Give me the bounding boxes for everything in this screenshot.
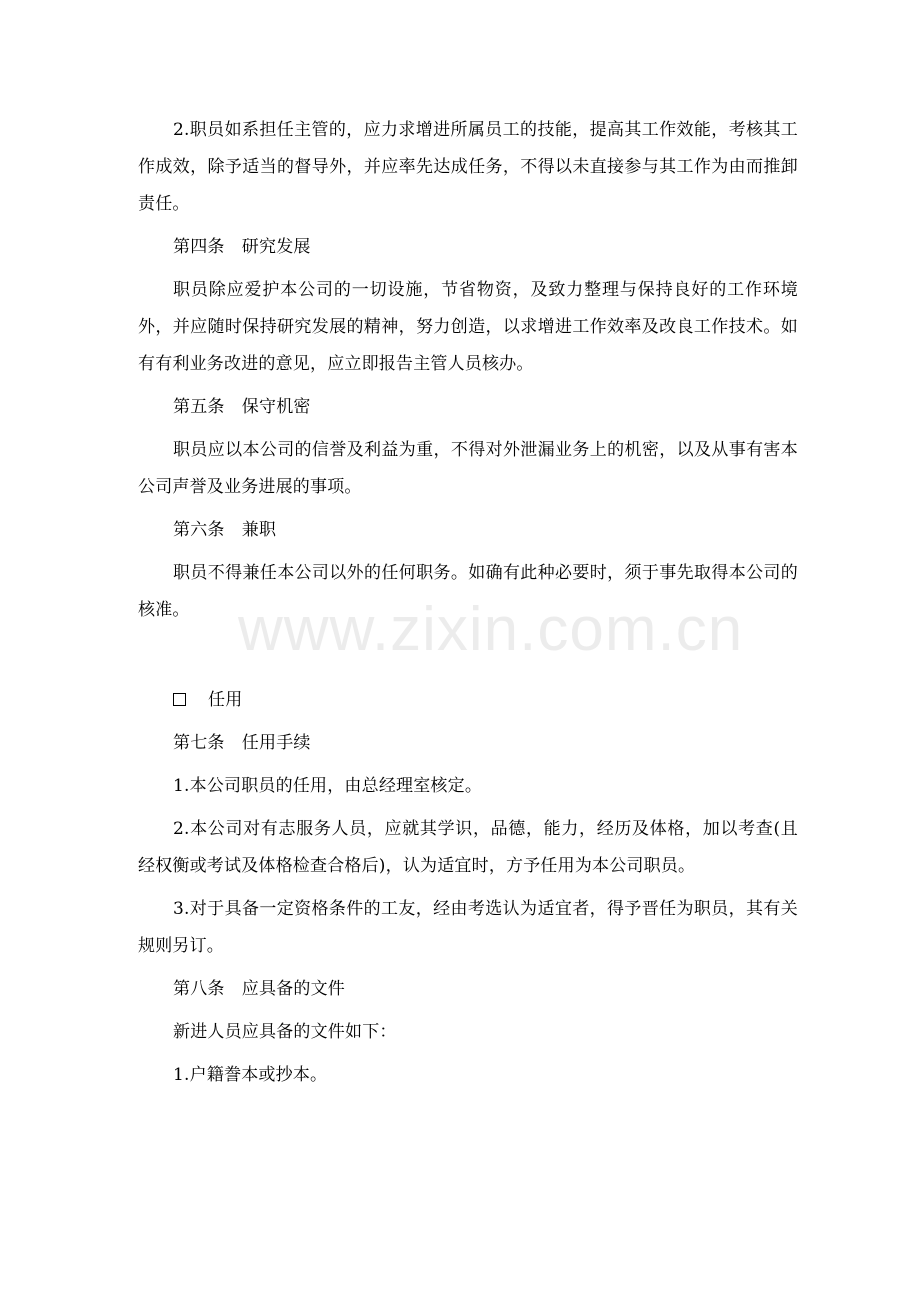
section-title: 任用 xyxy=(208,690,243,710)
article-heading: 第五条 保守机密 xyxy=(173,397,311,417)
watermark: www.zixin.com.cn xyxy=(238,595,744,664)
paragraph: 职员除应爱护本公司的一切设施，节省物资，及致力整理与保持良好的工作环境外，并应随时保持研究发展的精神，努力创造，以求增进工作效率及改良工作技术。如有有利业务改进的意见，应立即报告主管人员核办。 xyxy=(138,280,798,374)
document-body xyxy=(138,112,798,1100)
paragraph: 2.本公司对有志服务人员，应就其学识，品德，能力，经历及体格，加以考查(且经权衡或考试及体格检查合格后)，认为适宜时，方予任用为本公司职员。 xyxy=(138,819,798,876)
paragraph: 新进人员应具备的文件如下： xyxy=(173,1022,397,1042)
paragraph: 职员不得兼任本公司以外的任何职务。如确有此种必要时，须于事先取得本公司的核准。 xyxy=(138,563,798,620)
article-heading: 第八条 应具备的文件 xyxy=(173,979,345,999)
article-heading: 第四条 研究发展 xyxy=(173,237,311,257)
paragraph: 1.本公司职员的任用，由总经理室核定。 xyxy=(173,776,483,796)
section-heading xyxy=(138,682,798,719)
paragraph: 1.户籍誊本或抄本。 xyxy=(173,1065,328,1085)
paragraph: 2.职员如系担任主管的，应力求增进所属员工的技能，提高其工作效能，考核其工作成效，除予适当的督导外，并应率先达成任务，不得以未直接参与其工作为由而推卸责任。 xyxy=(138,120,798,214)
checkbox-square-icon xyxy=(173,693,186,706)
article-heading: 第六条 兼职 xyxy=(173,520,277,540)
section-spacer xyxy=(138,635,798,682)
paragraph: 职员应以本公司的信誉及利益为重，不得对外泄漏业务上的机密，以及从事有害本公司声誉及业务进展的事项。 xyxy=(138,440,798,497)
article-heading: 第七条 任用手续 xyxy=(173,733,311,753)
paragraph: 3.对于具备一定资格条件的工友，经由考选认为适宜者，得予晋任为职员，其有关规则另订。 xyxy=(138,899,798,956)
